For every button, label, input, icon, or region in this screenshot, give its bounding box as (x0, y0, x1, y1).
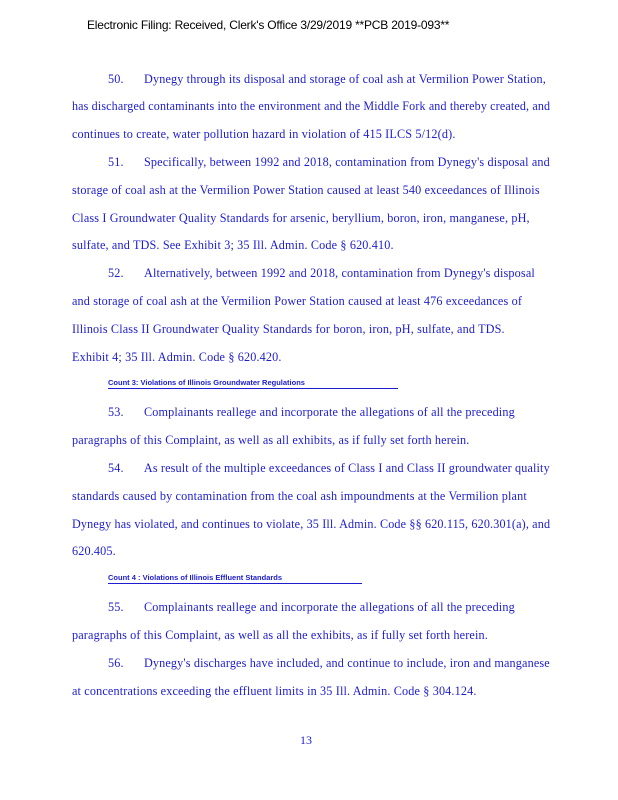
paragraph-52-line-3: Illinois Class II Groundwater Quality Standards for boron, iron, pH, sulfate, and TDS. (72, 322, 505, 336)
paragraph-54-line-3: Dynegy has violated, and continues to violate, 35 Ill. Admin. Code §§ 620.115, 620.301(a), and (72, 517, 551, 531)
paragraph-54-line-1 (108, 461, 550, 476)
paragraph-51-line-3: Class I Groundwater Quality Standards for arsenic, beryllium, boron, iron, manganese, pH, (72, 211, 530, 225)
paragraph-56-line-2: at concentrations exceeding the effluent limits in 35 Ill. Admin. Code § 304.124. (72, 684, 477, 698)
page-number: 13 (300, 733, 312, 747)
paragraph-text: Dynegy's discharges have included, and continue to include, iron and manganese (143, 656, 550, 670)
paragraph-text: As result of the multiple exceedances of Class I and Class II groundwater quality (143, 461, 550, 475)
paragraph-text: Complainants reallege and incorporate the allegations of all the preceding (144, 600, 515, 614)
paragraph-number: 52. (108, 266, 124, 280)
paragraph-51-line-1 (108, 155, 550, 170)
count-4-heading: Count 4 : Violations of Illinois Effluent Standards (108, 573, 362, 584)
paragraph-52-line-4: Exhibit 4; 35 Ill. Admin. Code § 620.420. (72, 350, 282, 364)
paragraph-number: 51. (108, 155, 124, 169)
paragraph-51-line-4: sulfate, and TDS. See Exhibit 3; 35 Ill. Admin. Code § 620.410. (72, 238, 394, 252)
paragraph-55-line-1 (108, 600, 515, 615)
paragraph-text: Complainants reallege and incorporate the allegations of all the preceding (144, 405, 515, 419)
paragraph-54-line-2: standards caused by contamination from the coal ash impoundments at the Vermilion plant (72, 489, 527, 503)
paragraph-54-line-4: 620.405. (72, 544, 116, 558)
paragraph-number: 56. (108, 656, 124, 670)
paragraph-number: 53. (108, 405, 124, 419)
paragraph-50-line-1 (108, 72, 546, 87)
paragraph-text: Specifically, between 1992 and 2018, contamination from Dynegy's disposal and (144, 155, 550, 169)
paragraph-52-line-2: and storage of coal ash at the Vermilion Power Station caused at least 476 exceedances of (72, 294, 523, 308)
paragraph-56-line-1 (108, 656, 550, 671)
paragraph-53-line-2: paragraphs of this Complaint, as well as all exhibits, as if fully set forth herein. (72, 433, 470, 447)
paragraph-50-line-3: continues to create, water pollution hazard in violation of 415 ILCS 5/12(d). (72, 127, 456, 141)
paragraph-52-line-1 (108, 266, 535, 281)
paragraph-number: 54. (108, 461, 124, 475)
paragraph-text: Dynegy through its disposal and storage of coal ash at Vermilion Power Station, (144, 72, 546, 86)
filing-header: Electronic Filing: Received, Clerk's Office 3/29/2019 **PCB 2019-093** (87, 18, 450, 32)
count-3-heading: Count 3: Violations of Illinois Groundwater Regulations (108, 378, 398, 389)
paragraph-51-line-2: storage of coal ash at the Vermilion Power Station caused at least 540 exceedances of Illinois (72, 183, 540, 197)
paragraph-55-line-2: paragraphs of this Complaint, as well as all the exhibits, as if fully set forth herein. (72, 628, 488, 642)
paragraph-50-line-2: has discharged contaminants into the environment and the Middle Fork and thereby created, and (72, 99, 551, 113)
paragraph-number: 55. (108, 600, 124, 614)
paragraph-text: Alternatively, between 1992 and 2018, contamination from Dynegy's disposal (144, 266, 535, 280)
paragraph-53-line-1 (108, 405, 515, 420)
paragraph-number: 50. (108, 72, 124, 86)
